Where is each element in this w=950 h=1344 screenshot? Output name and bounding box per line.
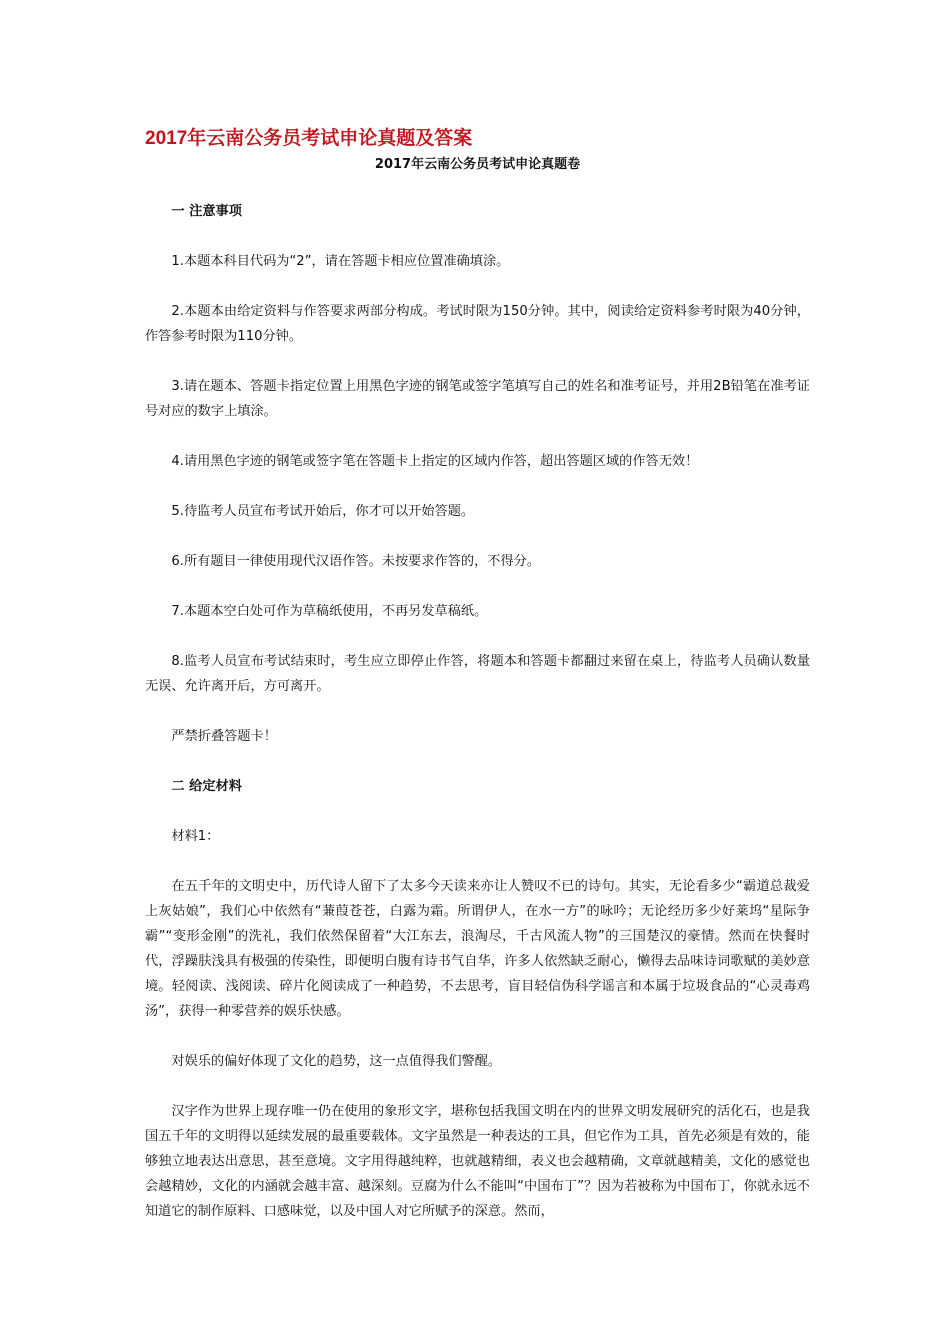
material-paragraph: 汉字作为世界上现存唯一仍在使用的象形文字，堪称包括我国文明在内的世界文明发展研究的活化石，也是我国五千年的文明得以延续发展的最重要载体。文字虽然是一种表达的工具，但它作为工具，首先必须是有效的，能够独立地表达出意思，甚至意境。文字用得越纯粹，也就越精细，表义也会越精确，文章就越精美，文化的感觉也会越精妙，文化的内涵就会越丰富、越深刻。豆腐为什么不能叫“中国布丁”？因为若被称为中国布丁，你就永远不知道它的制作原料、口感味觉，以及中国人对它所赋予的深意。然而，	[145, 1104, 810, 1219]
instruction-item: 7.本题本空白处可作为草稿纸使用，不再另发草稿纸。	[171, 604, 488, 619]
instruction-item: 6.所有题目一律使用现代汉语作答。未按要求作答的，不得分。	[171, 554, 541, 569]
instruction-item: 8.监考人员宣布考试结束时，考生应立即停止作答，将题本和答题卡都翻过来留在桌上，待监考人员确认数量无误、允许离开后，方可离开。	[145, 654, 810, 694]
material-label: 材料1：	[171, 829, 220, 844]
material-paragraph: 在五千年的文明史中，历代诗人留下了太多今天读来亦让人赞叹不已的诗句。其实，无论看多少“霸道总裁爱上灰姑娘”，我们心中依然有“蒹葭苍苍，白露为霜。所谓伊人，在水一方”的咏吟；无论经历多少好莱坞“星际争霸”“变形金刚”的洗礼，我们依然保留着“大江东去，浪淘尽，千古风流人物”的三国楚汉的豪情。然而在快餐时代，浮躁肤浅具有极强的传染性，即便明白腹有诗书气自华，许多人依然缺乏耐心，懒得去品味诗词歌赋的美妙意境。轻阅读、浅阅读、碎片化阅读成了一种趋势，不去思考，盲目轻信伪科学谣言和本属于垃圾食品的“心灵毒鸡汤”，获得一种零营养的娱乐快感。	[145, 879, 810, 1019]
document-title: 2017年云南公务员考试申论真题及答案	[145, 128, 473, 149]
document-body	[145, 199, 810, 1224]
instruction-item: 5.待监考人员宣布考试开始后，你才可以开始答题。	[171, 504, 475, 519]
instruction-item: 1.本题本科目代码为“2”，请在答题卡相应位置准确填涂。	[171, 254, 510, 269]
instruction-item: 3.请在题本、答题卡指定位置上用黑色字迹的钢笔或签字笔填写自己的姓名和准考证号，并用2B铅笔在准考证号对应的数字上填涂。	[145, 379, 810, 419]
instruction-item: 2.本题本由给定资料与作答要求两部分构成。考试时限为150分钟。其中，阅读给定资料参考时限为40分钟，作答参考时限为110分钟。	[145, 304, 810, 344]
section-heading-materials: 二 给定材料	[171, 779, 242, 794]
section-heading-instructions: 一 注意事项	[171, 204, 242, 219]
instruction-item: 4.请用黑色字迹的钢笔或签字笔在答题卡上指定的区域内作答，超出答题区域的作答无效！	[171, 454, 699, 469]
material-paragraph: 对娱乐的偏好体现了文化的趋势，这一点值得我们警醒。	[171, 1054, 502, 1069]
warning-text: 严禁折叠答题卡！	[171, 729, 277, 744]
exam-subtitle: 2017年云南公务员考试申论真题卷	[374, 157, 581, 172]
